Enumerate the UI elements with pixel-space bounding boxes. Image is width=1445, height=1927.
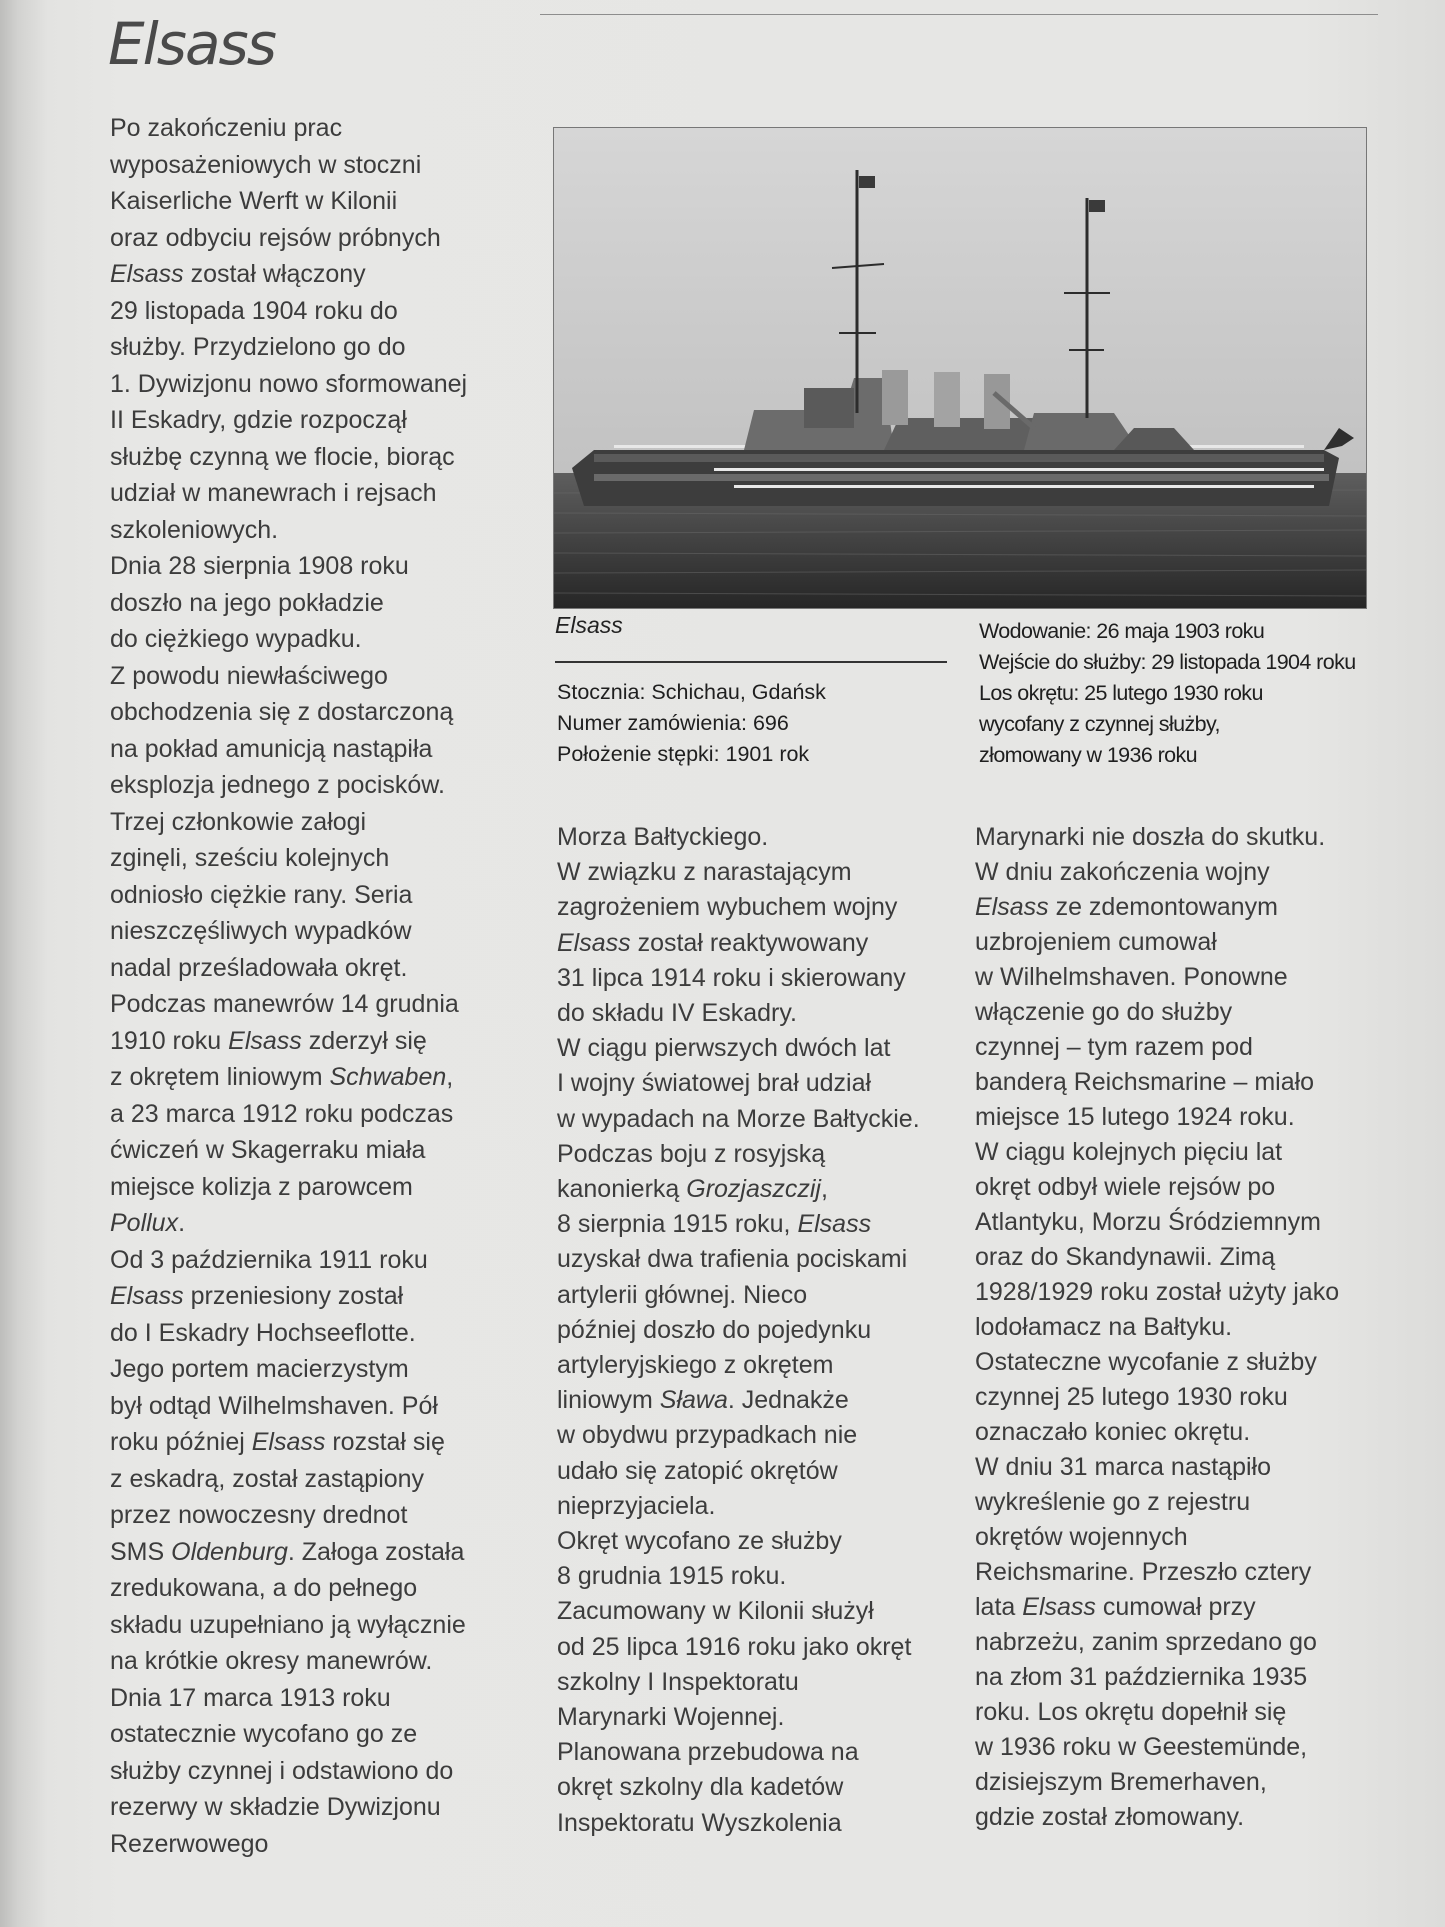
text-line: lata Elsass cumował przy	[975, 1593, 1256, 1621]
text-line: 29 listopada 1904 roku do	[110, 296, 398, 325]
text-line: Od 3 października 1911 roku	[110, 1245, 428, 1274]
text-line: był odtąd Wilhelmshaven. Pół	[110, 1391, 438, 1420]
text-line: I wojny światowej brał udział	[557, 1069, 872, 1098]
text-line: Elsass przeniesiony został	[110, 1282, 404, 1310]
text-line: Elsass ze zdemontowanym	[975, 893, 1278, 921]
text-line: 31 lipca 1914 roku i skierowany	[557, 963, 906, 992]
text-line: w 1936 roku w Geestemünde,	[975, 1733, 1308, 1761]
text-line: Dnia 17 marca 1913 roku	[110, 1683, 391, 1712]
text-line: przez nowoczesny drednot	[110, 1501, 408, 1529]
spec-fate: Los okrętu: 25 lutego 1930 roku	[979, 681, 1263, 705]
text-line: miejsce 15 lutego 1924 roku.	[975, 1103, 1295, 1131]
text-line: Pollux.	[110, 1209, 186, 1237]
text-line: 1. Dywizjonu nowo sformowanej	[110, 369, 468, 398]
text-line: zagrożeniem wybuchem wojny	[557, 893, 898, 922]
text-line: artylerii głównej. Nieco	[557, 1280, 808, 1309]
text-line: później doszło do pojedynku	[557, 1315, 872, 1344]
text-line: szkoleniowych.	[110, 515, 279, 544]
text-line: odniosło ciężkie rany. Seria	[110, 880, 413, 909]
text-line: eksplozja jednego z pocisków.	[110, 771, 445, 799]
text-line: składu uzupełniano ją wyłącznie	[110, 1610, 466, 1639]
text-line: 1928/1929 roku został użyty jako	[975, 1278, 1340, 1306]
text-line: II Eskadry, gdzie rozpoczął	[110, 406, 407, 434]
spec-shipyard: Stocznia: Schichau, Gdańsk	[557, 680, 826, 704]
text-line: gdzie został złomowany.	[975, 1803, 1245, 1831]
text-line: do składu IV Eskadry.	[557, 999, 797, 1028]
text-line: służby. Przydzielono go do	[110, 333, 406, 361]
text-line: w obydwu przypadkach nie	[557, 1421, 858, 1450]
text-line: Inspektoratu Wyszkolenia	[557, 1808, 842, 1837]
page-title: Elsass	[108, 10, 275, 78]
spec-launch: Wodowanie: 26 maja 1903 roku	[979, 619, 1265, 643]
text-line: w wypadach na Morze Bałtyckie.	[557, 1104, 920, 1133]
text-line: Marynarki nie doszła do skutku.	[975, 823, 1326, 851]
text-line: oraz do Skandynawii. Zimą	[975, 1243, 1276, 1271]
text-line: udział w manewrach i rejsach	[110, 479, 437, 507]
text-line: miejsce kolizja z parowcem	[110, 1172, 413, 1201]
text-line: W dniu 31 marca nastąpiło	[975, 1453, 1271, 1481]
text-line: uzyskał dwa trafienia pociskami	[557, 1245, 908, 1274]
text-line: Rezerwowego	[110, 1829, 269, 1858]
text-line: artyleryjskiego z okrętem	[557, 1351, 834, 1380]
text-line: oraz odbyciu rejsów próbnych	[110, 223, 441, 252]
text-line: okręt odbył wiele rejsów po	[975, 1173, 1276, 1201]
text-line: do ciężkiego wypadku.	[110, 625, 362, 653]
text-line: Reichsmarine. Przeszło cztery	[975, 1558, 1312, 1586]
middle-text-column	[557, 820, 957, 1841]
text-line: Zacumowany w Kilonii służył	[557, 1597, 874, 1626]
text-line: włączenie go do służby	[975, 998, 1233, 1026]
spec-fate-line-3: złomowany w 1936 roku	[979, 743, 1198, 767]
text-line: na złom 31 października 1935	[975, 1663, 1308, 1691]
text-line: Podczas boju z rosyjską	[557, 1139, 826, 1168]
text-line: szkolny I Inspektoratu	[557, 1667, 799, 1696]
text-line: nadal prześladowała okręt.	[110, 953, 408, 982]
text-line: Planowana przebudowa na	[557, 1738, 859, 1767]
text-line: Dnia 28 sierpnia 1908 roku	[110, 552, 409, 580]
spec-order-number: Numer zamówienia: 696	[557, 711, 789, 735]
text-line: rezerwy w składzie Dywizjonu	[110, 1793, 441, 1821]
text-line: W związku z narastającym	[557, 858, 852, 887]
text-line: doszło na jego pokładzie	[110, 588, 384, 617]
ship-image	[554, 128, 1366, 608]
text-line: Marynarki Wojennej.	[557, 1703, 785, 1732]
text-line: Elsass został włączony	[110, 260, 366, 288]
text-line: nieszczęśliwych wypadków	[110, 917, 412, 945]
text-line: kanonierką Grozjaszczij,	[557, 1175, 828, 1204]
spec-list-left	[557, 677, 826, 770]
text-line: nabrzeżu, zanim sprzedano go	[975, 1628, 1317, 1656]
text-line: dzisiejszym Bremerhaven,	[975, 1768, 1267, 1796]
spec-keel-laying: Położenie stępki: 1901 rok	[557, 742, 810, 766]
top-rule	[540, 14, 1378, 15]
caption-divider	[555, 661, 947, 663]
text-line: Okręt wycofano ze służby	[557, 1527, 842, 1556]
text-line: wyposażeniowych w stoczni	[110, 150, 422, 179]
text-line: w Wilhelmshaven. Ponowne	[975, 963, 1288, 991]
text-line: Po zakończeniu prac	[110, 114, 343, 142]
battleship-photo	[553, 127, 1367, 609]
text-line: ćwiczeń w Skagerraku miała	[110, 1136, 426, 1164]
text-line: udało się zatopić okrętów	[557, 1456, 838, 1485]
text-line: z okrętem liniowym Schwaben,	[110, 1063, 454, 1091]
spec-fate-line-2: wycofany z czynnej służby,	[979, 712, 1220, 736]
text-line: lodołamacz na Bałtyku.	[975, 1313, 1233, 1341]
text-line: obchodzenia się z dostarczoną	[110, 698, 454, 726]
text-line: Z powodu niewłaściwego	[110, 661, 388, 690]
text-line: liniowym Sława. Jednakże	[557, 1386, 849, 1415]
text-line: do I Eskadry Hochseeflotte.	[110, 1318, 416, 1347]
text-line: od 25 lipca 1916 roku jako okręt	[557, 1632, 912, 1661]
text-line: Elsass został reaktywowany	[557, 928, 869, 957]
text-line: z eskadrą, został zastąpiony	[110, 1464, 425, 1493]
text-line: SMS Oldenburg. Załoga została	[110, 1537, 465, 1566]
text-line: służby czynnej i odstawiono do	[110, 1756, 454, 1785]
text-line: służbę czynną we flocie, biorąc	[110, 442, 455, 471]
text-line: czynnej – tym razem pod	[975, 1033, 1253, 1061]
spec-list-right	[979, 616, 1356, 771]
text-line: na krótkie okresy manewrów.	[110, 1647, 433, 1675]
text-line: Podczas manewrów 14 grudnia	[110, 990, 459, 1018]
text-line: 8 sierpnia 1915 roku, Elsass	[557, 1210, 872, 1239]
text-line: Kaiserliche Werft w Kilonii	[110, 187, 398, 215]
text-line: roku później Elsass rozstał się	[110, 1428, 445, 1456]
text-line: czynnej 25 lutego 1930 roku	[975, 1383, 1288, 1411]
text-line: zginęli, sześciu kolejnych	[110, 844, 390, 872]
text-line: ostatecznie wycofano go ze	[110, 1720, 418, 1748]
text-line: roku. Los okrętu dopełnił się	[975, 1698, 1287, 1726]
text-line: nieprzyjaciela.	[557, 1491, 716, 1520]
text-line: W ciągu kolejnych pięciu lat	[975, 1138, 1283, 1166]
text-line: uzbrojeniem cumował	[975, 928, 1217, 956]
text-line: Ostateczne wycofanie z służby	[975, 1348, 1317, 1376]
text-line: 8 grudnia 1915 roku.	[557, 1562, 787, 1591]
left-text-column	[110, 110, 530, 1862]
text-line: W dniu zakończenia wojny	[975, 858, 1270, 886]
right-text-column	[975, 820, 1375, 1835]
text-line: Trzej członkowie załogi	[110, 807, 367, 836]
text-line: Atlantyku, Morzu Śródziemnym	[975, 1208, 1321, 1236]
text-line: na pokład amunicją nastąpiła	[110, 734, 433, 763]
text-line: Jego portem macierzystym	[110, 1355, 409, 1383]
text-line: banderą Reichsmarine – miało	[975, 1068, 1315, 1096]
text-line: 1910 roku Elsass zderzył się	[110, 1026, 427, 1055]
spec-commissioning: Wejście do służby: 29 listopada 1904 roku	[979, 650, 1356, 674]
text-line: okręt szkolny dla kadetów	[557, 1773, 844, 1802]
text-line: wykreślenie go z rejestru	[975, 1488, 1251, 1516]
text-line: okrętów wojennych	[975, 1523, 1188, 1551]
caption-title: Elsass	[555, 612, 623, 638]
text-line: oznaczało koniec okrętu.	[975, 1418, 1251, 1446]
text-line: Morza Bałtyckiego.	[557, 823, 769, 851]
text-line: W ciągu pierwszych dwóch lat	[557, 1034, 891, 1063]
text-line: a 23 marca 1912 roku podczas	[110, 1099, 454, 1128]
text-line: zredukowana, a do pełnego	[110, 1574, 418, 1602]
